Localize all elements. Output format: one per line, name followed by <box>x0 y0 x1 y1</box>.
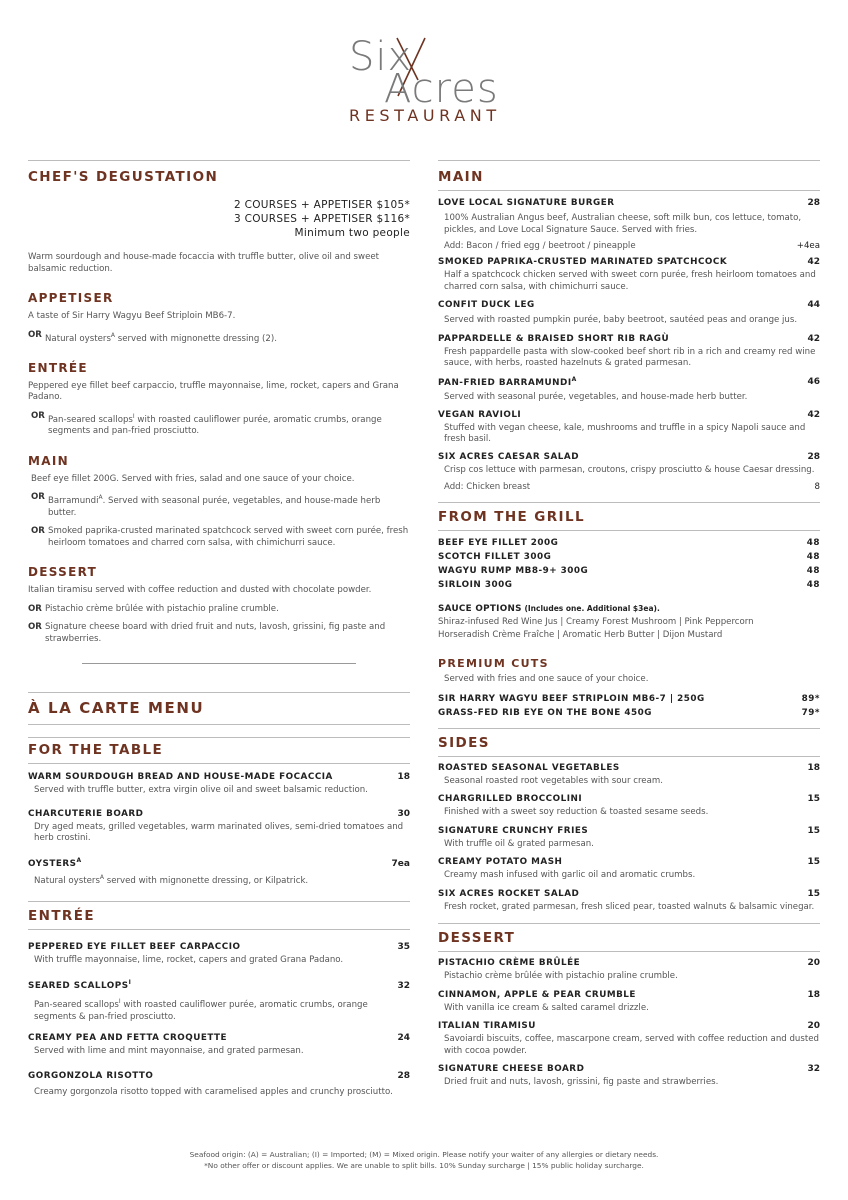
or-label: OR <box>28 622 42 633</box>
section-rule <box>438 923 820 924</box>
item-name: CINNAMON, APPLE & PEAR CRUMBLE <box>438 989 636 1000</box>
footer-notes <box>0 1150 848 1171</box>
section-rule <box>438 502 820 503</box>
table-item <box>28 857 410 887</box>
item-price: 18 <box>807 989 820 1000</box>
item-price: 24 <box>397 1033 410 1044</box>
section-rule <box>28 901 410 902</box>
entree-item <box>28 979 410 1023</box>
item-price: 15 <box>807 857 820 868</box>
footer-seafood-origin: Seafood origin: (A) = Australian; (I) = Imported; (M) = Mixed origin. Please notify your waiter of any allergies or dietary needs. <box>189 1150 659 1159</box>
degustation-divider <box>82 663 356 664</box>
grill-item: SIRLOIN 300G 48 <box>438 580 820 591</box>
item-name: SEARED $SCALLOPS^I$ <box>28 979 132 992</box>
main-item <box>438 198 820 251</box>
dessert-item <box>438 958 820 983</box>
sauce-options-line-1: Shiraz-infused Red Wine Jus | Creamy Forest Mushroom | Pink Peppercorn <box>438 617 754 628</box>
item-name: PEPPERED EYE FILLET BEEF CARPACCIO <box>28 941 241 952</box>
entree-item <box>28 942 410 967</box>
item-addon: Add: Bacon / fried egg / beetroot / pineapple +4ea <box>444 241 820 251</box>
item-description: Creamy mash infused with garlic oil and aromatic crumbs. <box>444 870 696 881</box>
section-rule <box>28 737 410 738</box>
or-label: OR <box>28 329 42 340</box>
item-name: LOVE LOCAL SIGNATURE BURGER <box>438 198 615 208</box>
item-name: SIX ACRES CAESAR SALAD <box>438 451 580 462</box>
dessert-item <box>438 990 820 1015</box>
item-description: Fresh rocket, grated parmesan, fresh sliced pear, toasted walnuts & balsamic vinegar. <box>444 901 815 912</box>
section-rule <box>28 692 410 693</box>
degustation-minimum: Minimum two people <box>294 227 410 239</box>
premium-item: SIR HARRY WAGYU BEEF STRIPLOIN MB6-7 | 250G 89* <box>438 693 820 704</box>
degustation-price-3-courses: 3 COURSES + APPETISER $116* <box>233 213 410 225</box>
item-description: Fresh pappardelle pasta with slow-cooked beef short rib in a rich and creamy red wine sauce, with herbs, roasted hazelnuts & grated parmesan. <box>444 346 816 368</box>
degustation-price-2-courses: 2 COURSES + APPETISER $105* <box>233 199 410 211</box>
grill-item: BEEF EYE FILLET 200G 48 <box>438 538 820 549</box>
dessert-item <box>438 1021 820 1057</box>
degustation-dessert-or-2: OR Signature cheese board with dried fruit and nuts, lavosh, grissini, fig paste and strawberries. <box>28 622 386 644</box>
degustation-entree-main: Peppered eye fillet beef carpaccio, truffle mayonnaise, lime, rocket, capers and Grana Padano. <box>28 380 399 403</box>
item-name: $OYSTERS^A$ <box>28 856 82 869</box>
item-name: SMOKED PAPRIKA-CRUSTED MARINATED SPATCHCOCK <box>438 257 728 267</box>
item-name: WARM SOURDOUGH BREAD AND HOUSE-MADE FOCACCIA <box>28 772 333 783</box>
item-description: With vanilla ice cream & salted caramel drizzle. <box>444 1002 649 1013</box>
sauce-options-heading: SAUCE OPTIONS (Includes one. Additional $3ea). <box>438 604 660 615</box>
premium-item: GRASS-FED RIB EYE ON THE BONE 450G 79* <box>438 707 820 718</box>
or-label: OR <box>28 603 42 614</box>
item-price: 28 <box>807 451 820 462</box>
item-description: Creamy gorgonzola risotto topped with caramelised apples and crunchy prosciutto. <box>34 1086 393 1097</box>
restaurant-logo <box>0 30 848 126</box>
degustation-appetiser-main: A taste of Sir Harry Wagyu Beef Striploin MB6-7. <box>28 311 236 321</box>
item-description: Dried fruit and nuts, lavosh, grissini, fig paste and strawberries. <box>444 1077 719 1088</box>
grill-item: SCOTCH FILLET 300G 48 <box>438 552 820 563</box>
logo-restaurant: RESTAURANT <box>349 106 501 125</box>
section-title-alacarte: À LA CARTE MENU <box>28 699 205 718</box>
main-item <box>438 410 820 446</box>
left-column <box>28 160 410 1098</box>
section-rule <box>28 763 410 764</box>
item-description: 100% Australian Angus beef, Australian cheese, soft milk bun, cos lettuce, tomato, pickles, and Love Local Signature Sauce. Served with fries. <box>444 213 802 235</box>
item-name: CREAMY PEA AND FETTA CROQUETTE <box>28 1033 228 1044</box>
item-name: ROASTED SEASONAL VEGETABLES <box>438 762 620 773</box>
item-description: Stuffed with vegan cheese, kale, mushrooms and truffle in a spicy Napoli sauce and fresh basil. <box>444 422 806 445</box>
item-name: GORGONZOLA RISOTTO <box>28 1070 154 1081</box>
item-price: 46 <box>807 377 820 388</box>
degustation-bread: Warm sourdough and house-made focaccia with truffle butter, olive oil and sweet balsamic reduction. <box>28 252 380 274</box>
main-item <box>438 376 820 404</box>
section-title-main: MAIN <box>438 169 484 185</box>
degustation-main-or-1: OR Barramundi$^A$. Served with seasonal purée, vegetables, and house-made herb butter. <box>31 492 381 518</box>
item-description: With truffle mayonnaise, lime, rocket, capers and grated Grana Padano. <box>34 954 344 965</box>
item-price: 18 <box>397 772 410 783</box>
sauce-options-line-2: Horseradish Crème Fraîche | Aromatic Herb Butter | Dijon Mustard <box>438 629 723 640</box>
item-name: PISTACHIO CRÈME BRÛLÉE <box>438 958 581 969</box>
item-name: CONFIT DUCK LEG <box>438 300 535 310</box>
or-label: OR <box>31 526 45 537</box>
item-description: Savoiardi biscuits, coffee, mascarpone cream, served with coffee reduction and dusted with cocoa powder. <box>444 1034 819 1056</box>
section-title-degustation: CHEF'S DEGUSTATION <box>28 169 219 185</box>
degustation-main-main: Beef eye fillet 200G. Served with fries, salad and one sauce of your choice. <box>31 473 355 484</box>
side-item <box>438 794 820 819</box>
item-price: 15 <box>807 888 820 899</box>
degustation-dessert-or-1: OR Pistachio crème brûlée with pistachio praline crumble. <box>28 603 279 614</box>
section-rule <box>438 530 820 531</box>
grill-item: WAGYU RUMP MB8-9+ 300G 48 <box>438 566 820 577</box>
main-item <box>438 334 820 370</box>
entree-item <box>28 1033 410 1058</box>
item-addon: Add: Chicken breast 8 <box>444 482 820 493</box>
side-item <box>438 763 820 788</box>
item-description: Natural oysters$^A$ served with mignonette dressing, or Kilpatrick. <box>34 873 309 886</box>
item-name: SIX ACRES ROCKET SALAD <box>438 888 580 899</box>
item-name: ITALIAN TIRAMISU <box>438 1021 536 1032</box>
item-price: 20 <box>807 1021 820 1032</box>
dessert-item <box>438 1064 820 1089</box>
logo-acres: Acres <box>384 66 499 112</box>
main-item <box>438 257 820 293</box>
section-rule <box>28 929 410 930</box>
item-description: Served with seasonal purée, vegetables, and house-made herb butter. <box>444 392 748 403</box>
item-name: PAPPARDELLE & BRAISED SHORT RIB RAGÙ <box>438 333 670 344</box>
section-title-for-the-table: FOR THE TABLE <box>28 742 164 759</box>
degustation-main-title: MAIN <box>28 453 69 468</box>
table-item <box>28 809 410 845</box>
side-item <box>438 857 820 882</box>
item-price: 28 <box>807 198 820 208</box>
main-item <box>438 452 820 493</box>
item-description: Pistachio crème brûlée with pistachio praline crumble. <box>444 971 678 982</box>
degustation-prices <box>28 198 410 240</box>
item-name: CHARGRILLED BROCCOLINI <box>438 794 583 805</box>
item-price: 32 <box>397 981 410 992</box>
premium-cuts-description: Served with fries and one sauce of your choice. <box>444 674 649 685</box>
degustation-main-or-2: OR Smoked paprika-crusted marinated spatchcock served with sweet corn purée, fresh heirloom tomatoes and charred corn salsa, with chimichurri sauce. <box>31 526 409 548</box>
or-label: OR <box>31 410 45 421</box>
item-name: CHARCUTERIE BOARD <box>28 808 144 819</box>
item-price: 42 <box>807 257 820 267</box>
degustation-entree-or: OR Pan-seared scallops$^I$ with roasted cauliflower purée, aromatic crumbs, orange segments and pan-fried prosciutto. <box>31 410 382 437</box>
section-rule <box>438 190 820 191</box>
section-title-dessert: DESSERT <box>438 930 516 947</box>
item-description: Served with roasted pumpkin purée, baby beetroot, sautéed peas and orange jus. <box>444 315 798 325</box>
item-description: Pan-seared scallops$^I$ with roasted cauliflower purée, aromatic crumbs, orange segments & pan-fried prosciutto. <box>34 998 368 1022</box>
degustation-dessert-main: Italian tiramisu served with coffee reduction and dusted with chocolate powder. <box>28 585 372 596</box>
logo-six: Six <box>349 34 413 80</box>
item-price: 20 <box>807 958 820 969</box>
item-price: 44 <box>807 300 820 310</box>
degustation-appetiser-title: APPETISER <box>28 291 114 305</box>
item-price: 18 <box>807 762 820 773</box>
degustation-appetiser-or: OR Natural oysters$^A$ served with mignonette dressing (2). <box>28 329 277 344</box>
section-title-alacarte-entree: ENTRÉE <box>28 907 95 924</box>
item-description: Served with lime and mint mayonnaise, and grated parmesan. <box>34 1046 304 1057</box>
main-item <box>438 300 820 327</box>
item-description: Half a spatchcock chicken served with sweet corn purée, fresh heirloom tomatoes and charred corn salsa, with chimichurri sauce. <box>444 270 816 292</box>
item-description: Finished with a sweet soy reduction & toasted sesame seeds. <box>444 807 709 818</box>
table-item <box>28 772 410 797</box>
section-rule <box>28 160 410 161</box>
item-price: 7ea <box>391 858 410 869</box>
item-price: 28 <box>397 1070 410 1081</box>
section-rule <box>438 160 820 161</box>
degustation-dessert-title: DESSERT <box>28 565 98 580</box>
item-description: Dry aged meats, grilled vegetables, warm marinated olives, semi-dried tomatoes and herb crostini. <box>34 821 404 844</box>
item-description: Crisp cos lettuce with parmesan, croutons, crispy prosciutto & house Caesar dressing. <box>444 464 815 475</box>
item-name: CREAMY POTATO MASH <box>438 857 563 868</box>
grill-list <box>438 538 820 590</box>
item-price: 30 <box>397 808 410 819</box>
item-description: With truffle oil & grated parmesan. <box>444 838 594 849</box>
degustation-entree-title: ENTRÉE <box>28 360 88 375</box>
right-column <box>438 160 820 1089</box>
section-rule <box>438 728 820 729</box>
item-description: Seasonal roasted root vegetables with sour cream. <box>444 775 663 786</box>
section-rule <box>438 756 820 757</box>
item-description: Served with truffle butter, extra virgin olive oil and sweet balsamic reduction. <box>34 785 368 796</box>
side-item <box>438 889 820 914</box>
item-name: VEGAN RAVIOLI <box>438 409 522 420</box>
item-price: 15 <box>807 825 820 836</box>
item-price: 42 <box>807 409 820 420</box>
side-item <box>438 826 820 851</box>
item-price: 35 <box>397 941 410 952</box>
item-name: PAN-FRIED $BARRAMUNDI^A$ <box>438 375 577 388</box>
entree-item <box>28 1071 410 1099</box>
item-name: SIGNATURE CRUNCHY FRIES <box>438 825 589 836</box>
item-price: 15 <box>807 794 820 805</box>
section-title-grill: FROM THE GRILL <box>438 509 585 526</box>
item-price: 32 <box>807 1064 820 1075</box>
section-rule <box>438 951 820 952</box>
footer-surcharges: *No other offer or discount applies. We are unable to split bills. 10% Sunday surcharge | 15% public holiday surcharge. <box>204 1160 644 1170</box>
item-price: 42 <box>807 333 820 344</box>
or-label: OR <box>31 492 45 503</box>
section-rule <box>28 724 410 725</box>
section-title-sides: SIDES <box>438 734 490 751</box>
item-name: SIGNATURE CHEESE BOARD <box>438 1064 585 1075</box>
premium-cuts-title: PREMIUM CUTS <box>438 657 549 671</box>
